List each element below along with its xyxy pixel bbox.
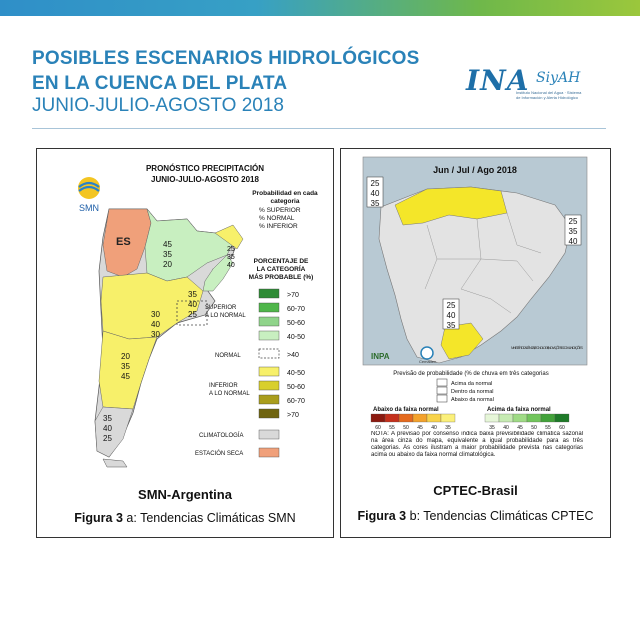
- acima-tick: 45: [517, 425, 523, 431]
- coast-value-3: 25: [188, 310, 197, 319]
- northeast-value-2: 35: [568, 227, 578, 236]
- acima-label: Acima da faixa normal: [487, 407, 551, 413]
- acima-swatch: [485, 414, 499, 422]
- center-b-value-1: 25: [446, 301, 456, 310]
- abaixo-swatch: [427, 414, 441, 422]
- legend-sup-1: >70: [287, 292, 299, 299]
- group-inferior-2: A LO NORMAL: [209, 391, 250, 397]
- patagonia-value-3: 45: [121, 372, 130, 381]
- north-value-2: 40: [370, 189, 380, 198]
- prob-item-superior: % SUPERIOR: [259, 207, 301, 214]
- legend-normal: >40: [287, 352, 299, 359]
- legend-inf-1: 40-50: [287, 370, 305, 377]
- prob-item-normal: % NORMAL: [259, 215, 295, 222]
- acima-tick: 40: [503, 425, 509, 431]
- legend-inf-2: 50-60: [287, 384, 305, 391]
- east-value-3: 40: [227, 262, 235, 269]
- group-normal: NORMAL: [215, 353, 241, 359]
- legend-title-2: LA CATEGORÍA: [256, 266, 306, 273]
- figure-b-caption: [341, 509, 610, 523]
- cemaden-logo: Cemaden: [419, 359, 437, 364]
- inpa-logo: INPA: [371, 352, 390, 361]
- abaixo-tick: 55: [389, 425, 395, 431]
- abaixo-tick: 45: [417, 425, 423, 431]
- ina-siyah-logo: [466, 64, 606, 108]
- patagonia-value-1: 20: [121, 352, 130, 361]
- center-value-2: 40: [151, 320, 160, 329]
- cptec-values-center: [443, 299, 459, 330]
- abaixo-swatch: [385, 414, 399, 422]
- region-values-south: [103, 414, 112, 443]
- page-subtitle: JUNIO-JULIO-AGOSTO 2018: [32, 95, 284, 116]
- acima-swatch: [555, 414, 569, 422]
- coast-value-2: 40: [188, 300, 197, 309]
- acima-tick: 35: [489, 425, 495, 431]
- figure-a-caption: [37, 511, 333, 525]
- south-value-1: 35: [103, 414, 112, 423]
- legend-inf-3: 60-70: [287, 398, 305, 405]
- cptec-forecast-map: [341, 149, 610, 469]
- north-value-3: 35: [370, 199, 380, 208]
- east-value-1: 25: [227, 246, 235, 253]
- title-line-2: EN LA CUENCA DEL PLATA: [32, 73, 288, 94]
- abaixo-tick: 35: [445, 425, 451, 431]
- box-item-acima: Acima da normal: [451, 381, 493, 387]
- abaixo-tick: 50: [403, 425, 409, 431]
- coast-value-1: 35: [188, 290, 197, 299]
- logo-small-text: Instituto Nacional del Agua · Sistema de Información y Alerta Hidrológico: [516, 90, 582, 100]
- center-value-3: 30: [151, 330, 160, 339]
- figure-a-panel: [36, 148, 334, 538]
- abaixo-swatch: [413, 414, 427, 422]
- title-line-1: POSIBLES ESCENARIOS HIDROLÓGICOS: [32, 48, 420, 69]
- region-values-ne: [163, 240, 172, 269]
- figure-b-caption-label: Figura 3: [357, 509, 407, 523]
- es-label: ES: [116, 236, 131, 248]
- figure-b-caption-text: b: Tendencias Climáticas CPTEC: [406, 509, 594, 523]
- group-inferior-1: INFERIOR: [209, 383, 238, 389]
- acima-swatch: [541, 414, 555, 422]
- page-title: [32, 46, 420, 96]
- header-divider: [32, 128, 606, 129]
- group-superior-2: A LO NORMAL: [205, 313, 246, 319]
- abaixo-tick: 60: [375, 425, 381, 431]
- region-values-coast: [188, 290, 197, 319]
- legend-title-1: PORCENTAJE DE: [253, 258, 309, 265]
- cptec-values-northeast: [565, 215, 581, 246]
- acima-color-bar: [485, 414, 569, 431]
- abaixo-swatch: [441, 414, 455, 422]
- smn-forecast-map: [37, 151, 333, 471]
- northeast-value-3: 40: [568, 237, 578, 246]
- ne-value-3: 20: [163, 260, 172, 269]
- northeast-value-1: 25: [568, 217, 578, 226]
- north-value-1: 25: [370, 179, 380, 188]
- figure-a-caption-text: a: Tendencias Climáticas SMN: [122, 511, 296, 525]
- smn-logo-text: SMN: [79, 203, 99, 213]
- east-value-2: 35: [227, 254, 235, 261]
- prev-title: Previsão de probabilidade (% de chuva em três categorias: [393, 371, 549, 377]
- map-title-line-2: JUNIO-JULIO-AGOSTO 2018: [151, 175, 259, 184]
- cptec-map-title: Jun / Jul / Ago 2018: [433, 165, 517, 175]
- logo-ina-text: INA: [466, 64, 530, 97]
- abaixo-swatch: [399, 414, 413, 422]
- abaixo-tick: 40: [431, 425, 437, 431]
- legend-sup-3: 50-60: [287, 320, 305, 327]
- figure-b-source: CPTEC-Brasil: [433, 483, 518, 498]
- abaixo-color-bar: [371, 414, 455, 431]
- acima-tick: 50: [531, 425, 537, 431]
- acima-swatch: [527, 414, 541, 422]
- ne-value-2: 35: [163, 250, 172, 259]
- center-b-value-2: 40: [446, 311, 456, 320]
- ne-value-1: 45: [163, 240, 172, 249]
- acima-swatch: [499, 414, 513, 422]
- smn-logo: [78, 177, 100, 213]
- cptec-note: NOTA: A previsão por consenso indica baixa previsibilidade climática sazonal na área cinza do mapa, equivalente a igual probabilidade para as três categorias. As cores ilustram a maior probabilidade prevista nas categorias acima ou abaixo da faixa normal climatológica.: [371, 431, 583, 458]
- south-value-2: 40: [103, 424, 112, 433]
- figure-b-panel: [340, 148, 611, 538]
- cptec-values-north: [367, 177, 383, 208]
- south-value-3: 25: [103, 434, 112, 443]
- logo-siyah-text: SiyAH: [536, 70, 581, 86]
- legend-title-3: MÁS PROBABLE (%): [248, 274, 314, 281]
- acima-tick: 60: [559, 425, 565, 431]
- acima-tick: 55: [545, 425, 551, 431]
- acima-swatch: [513, 414, 527, 422]
- legend-sup-4: 40-50: [287, 334, 305, 341]
- prob-title-2: categoria: [270, 198, 300, 205]
- prob-title-1: Probabilidad en cada: [252, 190, 318, 197]
- prob-item-inferior: % INFERIOR: [259, 223, 298, 230]
- cptec-note-container: [371, 431, 583, 469]
- climatologia-label: CLIMATOLOGÍA: [199, 433, 244, 439]
- header-color-bar: [0, 0, 640, 16]
- map-title-line-1: PRONÓSTICO PRECIPITACIÓN: [145, 164, 265, 173]
- box-item-abaixo: Abaixo da normal: [451, 397, 494, 403]
- legend-inf-4: >70: [287, 412, 299, 419]
- abaixo-swatch: [371, 414, 385, 422]
- center-b-value-3: 35: [446, 321, 456, 330]
- abaixo-label: Abaixo da faixa normal: [373, 407, 439, 413]
- figure-a-source: SMN-Argentina: [138, 487, 232, 502]
- region-values-center: [151, 310, 160, 339]
- ministerio-logo: MINISTÉRIO DA CIÊNCIA, TECNOLOGIA, INOVAÇÕES E COMUNICAÇÕES: [511, 345, 583, 350]
- figure-a-caption-label: Figura 3: [74, 511, 123, 525]
- legend-sup-2: 60-70: [287, 306, 305, 313]
- box-item-dentro: Dentro da normal: [451, 389, 494, 395]
- region-values-east: [227, 246, 235, 269]
- region-values-patagonia: [121, 352, 130, 381]
- center-value-1: 30: [151, 310, 160, 319]
- group-superior-1: SUPERIOR: [205, 305, 237, 311]
- patagonia-value-2: 35: [121, 362, 130, 371]
- estacion-seca-label: ESTACIÓN SECA: [195, 451, 244, 457]
- cptec-legend: [371, 371, 569, 431]
